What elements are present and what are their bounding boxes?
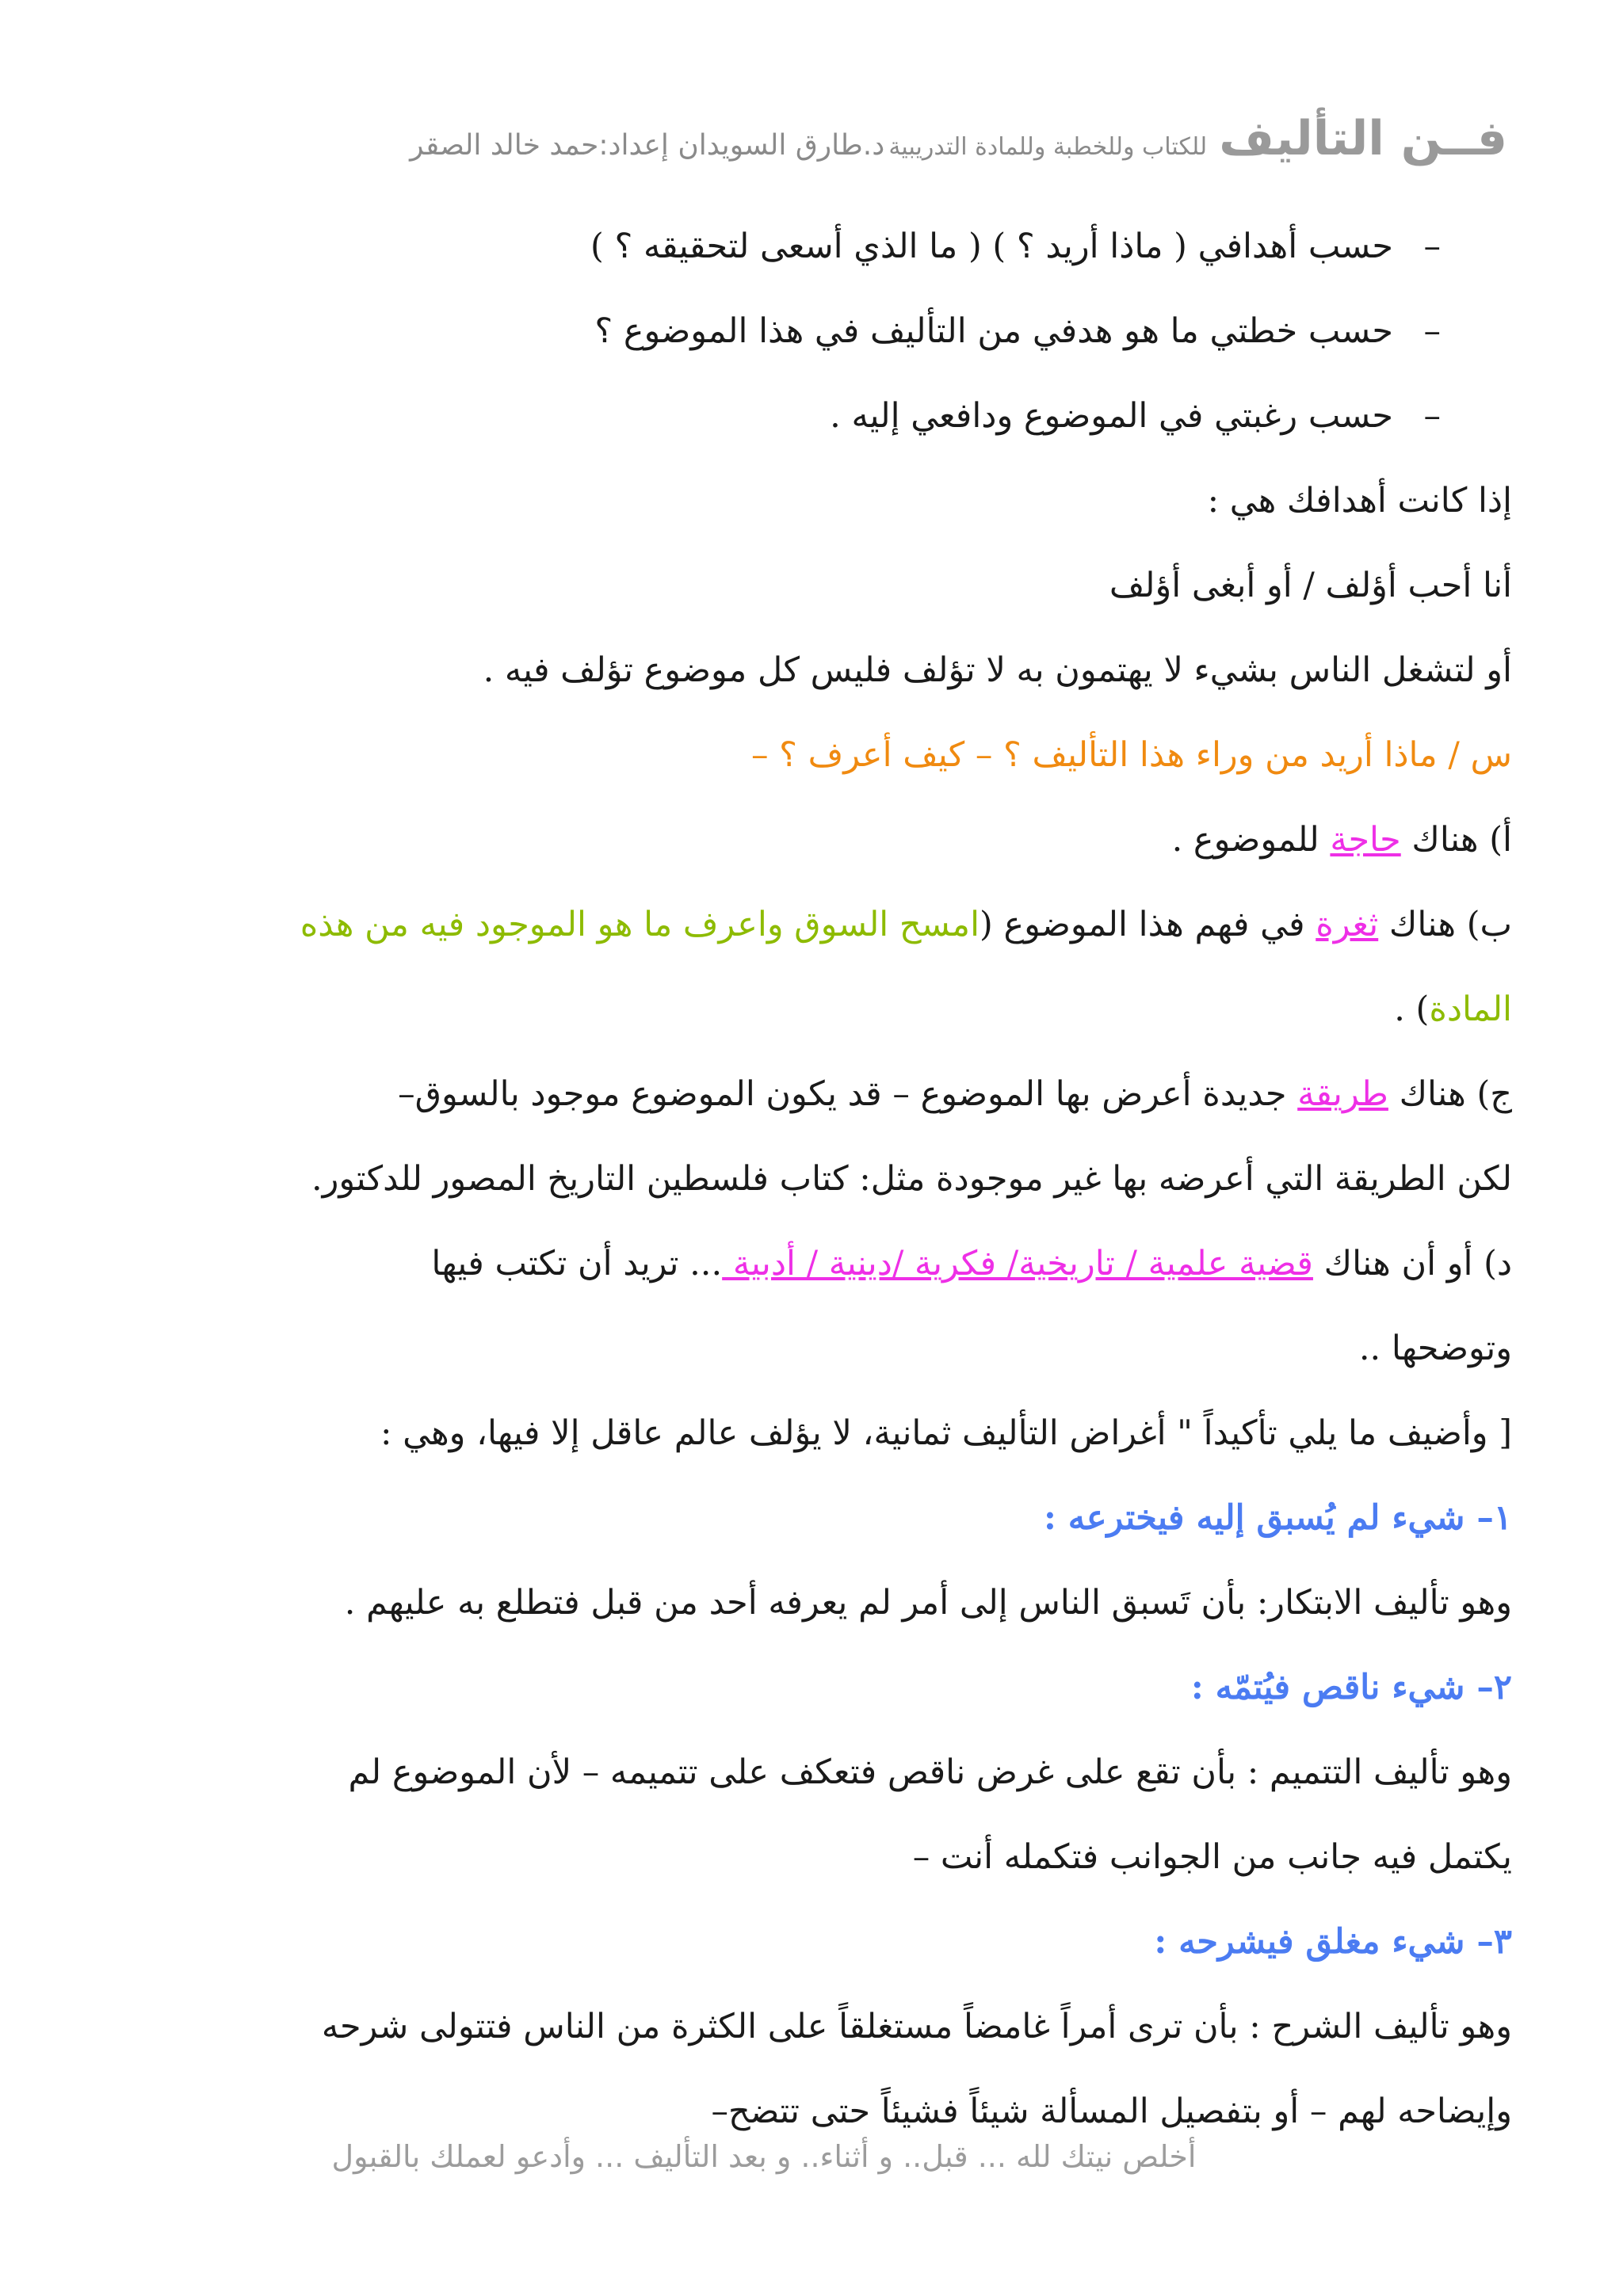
goals-line: إذا كانت أهدافك هي : (1207, 481, 1512, 521)
want-line: أنا أحب أؤلف / أو أبغى أؤلف (1109, 566, 1512, 605)
bullet-item (109, 374, 1512, 459)
item-c (109, 1052, 1512, 1137)
header-brand: فــن التأليف (1219, 111, 1507, 166)
purpose-heading: ٢– شيء ناقص فيُتمّه : (1190, 1668, 1512, 1707)
page-header (113, 111, 1507, 166)
item-a-highlight: حاجة (1330, 820, 1401, 860)
item-c-highlight: طريقة (1297, 1074, 1388, 1114)
purpose-text: يكتمل فيه جانب من الجوانب فتكمله أنت – (912, 1837, 1512, 1877)
item-b-green-text-2: المادة (1429, 990, 1512, 1029)
purpose-text: وإيضاحه لهم – أو بتفصيل المسألة شيئاً فشيئاً حتى تتضح– (711, 2092, 1512, 2131)
item-a (109, 798, 1512, 883)
purpose-text: وهو تأليف الشرح : بأن ترى أمراً غامضاً مستغلقاً على الكثرة من الناس فتتولى شرحه (321, 2007, 1512, 2046)
item-d-suffix: ... تريد أن تكتب فيها (431, 1244, 723, 1283)
item-b-green-text: امسح السوق واعرف ما هو الموجود فيه من هذه (300, 905, 980, 944)
item-d-line-2: وتوضحها .. (1358, 1329, 1512, 1368)
purposes-intro: [ وأضيف ما يلي تأكيداً " أغراض التأليف ثمانية، لا يؤلف عالم عاقل إلا فيها، وهي : (380, 1413, 1512, 1453)
page-footer: أخلص نيتك لله ... قبل.. و أثناء.. و بعد التأليف ... وأدعو لعملك بالقبول (331, 2139, 1197, 2174)
item-d (109, 1222, 1512, 1306)
purpose-heading: ١– شيء لم يُسبق إليه فيخترعه : (1043, 1498, 1512, 1538)
item-c-suffix: جديدة أعرض بها الموضوع – قد يكون الموضوع موجود بالسوق– (398, 1074, 1298, 1114)
purpose-heading: ٣– شيء مغلق فيشرحه : (1154, 1922, 1512, 1962)
page-body (109, 204, 1512, 2154)
purpose-text: وهو تأليف التتميم : بأن تقع على غرض ناقص فتعكف على تتميمه – لأن الموضوع لم (348, 1753, 1512, 1792)
bullet-text: حسب خطتي ما هو هدفي من التأليف في هذا الموضوع ؟ (594, 311, 1393, 351)
bullet-text: حسب رغبتي في الموضوع ودافعي إليه . (830, 396, 1393, 436)
item-c-line-2: لكن الطريقة التي أعرضه بها غير موجودة مثل: كتاب فلسطين التاريخ المصور للدكتور. (311, 1159, 1512, 1199)
bullet-marker: – (1423, 227, 1441, 266)
item-b-middle: في فهم هذا الموضوع ( (980, 905, 1316, 944)
purpose-text: وهو تأليف الابتكار: بأن تَسبق الناس إلى أمر لم يعرفه أحد من قبل فتطلع به عليهم . (344, 1583, 1512, 1623)
item-a-suffix: للموضوع . (1171, 820, 1331, 860)
item-d-highlight: قضية علمية / تاريخية/ فكرية /دينية / أدبية (722, 1244, 1313, 1283)
question-line: س / ماذا أريد من وراء هذا التأليف ؟ – كيف أعرف ؟ – (750, 735, 1512, 775)
item-b (109, 883, 1512, 967)
bullet-item (109, 289, 1512, 374)
header-subtitle: للكتاب وللخطبة وللمادة التدريبية (888, 133, 1208, 161)
item-a-prefix: أ) هناك (1400, 820, 1512, 860)
bullet-text: حسب أهدافي ( ماذا أريد ؟ ) ( ما الذي أسعى لتحقيقه ؟ ) (590, 227, 1393, 266)
item-b-end: ) . (1394, 990, 1430, 1029)
item-b-prefix: ب) هناك (1378, 905, 1512, 944)
occupy-line: أو لتشغل الناس بشيء لا يهتمون به لا تؤلف فليس كل موضوع تؤلف فيه . (483, 650, 1512, 690)
header-author: د.طارق السويدان إعداد:حمد خالد الصقر (410, 129, 885, 162)
item-c-prefix: ج) هناك (1388, 1074, 1512, 1114)
bullet-item (109, 204, 1512, 289)
bullet-marker: – (1423, 396, 1441, 436)
item-b-highlight: ثغرة (1316, 905, 1379, 944)
bullet-marker: – (1423, 311, 1441, 351)
item-d-prefix: د) أو أن هناك (1312, 1244, 1512, 1283)
item-b-continued (109, 967, 1512, 1052)
